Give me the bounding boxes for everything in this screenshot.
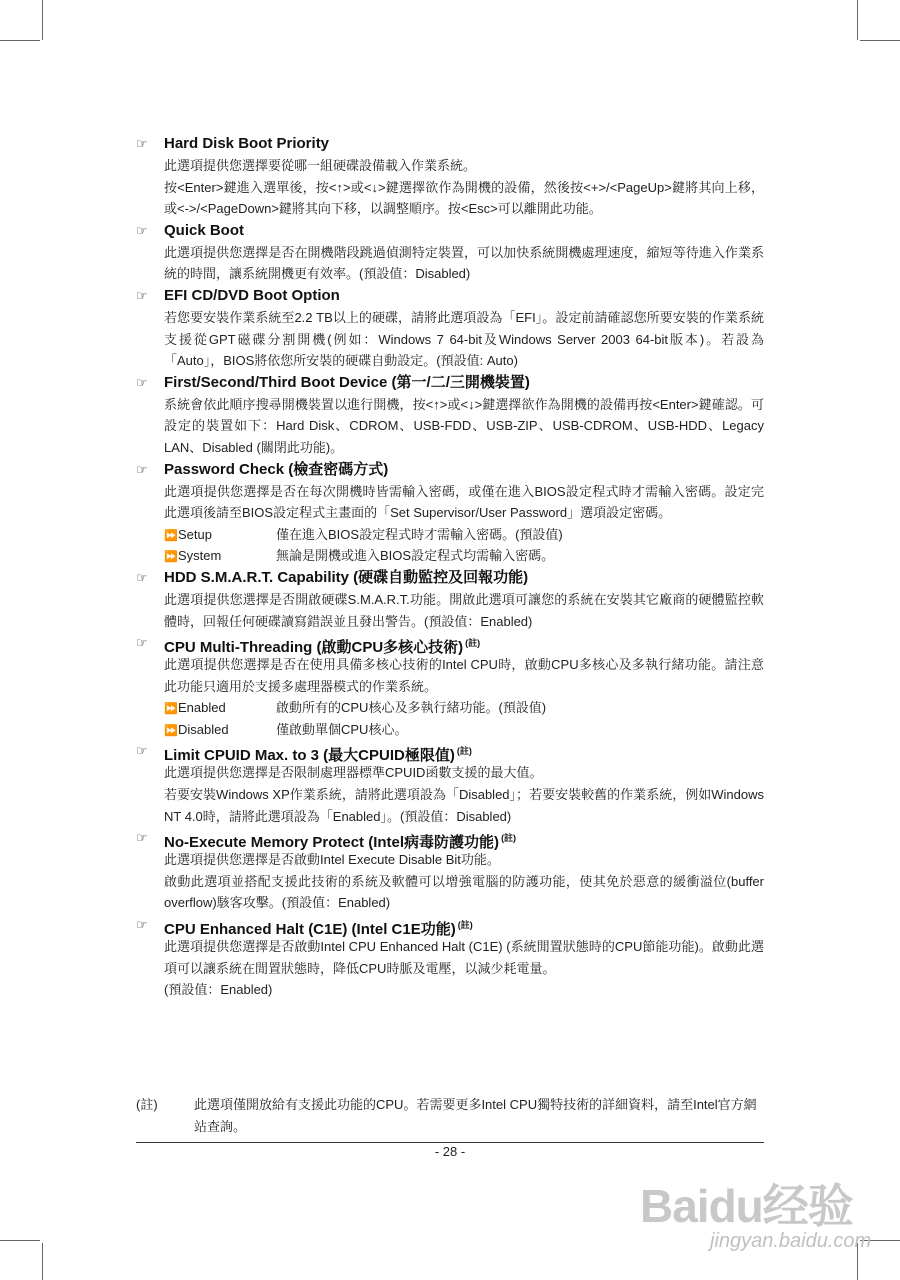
setting-title [136,827,764,852]
setting-description: 此選項提供您選擇是否在每次開機時皆需輸入密碼，或僅在進入BIOS設定程式時才需輸入密碼。設定完此選項後請至BIOS設定程式主畫面的「Set Supervisor/User Password」選項設定密碼。 [164,483,764,521]
setting-title [136,459,764,481]
setting-description: 啟動此選項並搭配支援此技術的系統及軟體可以增強電腦的防護功能，使其免於惡意的緩衝溢位(buffer overflow)駭客攻擊。(預設值：Enabled) [164,873,764,911]
setting-title-text: Quick Boot [164,221,245,239]
option-row [164,697,764,719]
crop-mark [0,40,40,41]
setting-description: 此選項提供您選擇是否在開機階段跳過偵測特定裝置，可以加快系統開機處理速度，縮短等待進入作業系統的時間，讓系統開機更有效率。(預設值：Disabled) [164,244,764,282]
option-description: 僅在進入BIOS設定程式時才需輸入密碼。(預設值) [276,526,563,542]
footnote-tag: (註) [136,1097,158,1112]
option-name: Disabled [178,721,229,737]
setting-title [136,914,764,939]
setting-title [136,740,764,765]
setting-description: (預設值：Enabled) [164,982,273,998]
option-row [164,719,764,741]
setting-description: 按<Enter>鍵進入選單後，按<↑>或<↓>鍵選擇欲作為開機的設備，然後按<+>/<PageUp>鍵將其向上移，或<->/<PageDown>鍵將其向下移，以調整順序。按<Esc>可以離開此功能。 [164,179,764,217]
pointing-hand-icon: ☞ [136,569,148,585]
setting-title [136,220,764,242]
double-arrow-icon: ⏩ [164,703,178,716]
option-description: 無論是開機或進入BIOS設定程式均需輸入密碼。 [276,548,555,564]
setting-description: 此選項提供您選擇是否啟動Intel Execute Disable Bit功能。 [164,852,500,868]
setting-title [136,133,764,155]
crop-mark [857,0,858,40]
note-marker: (註) [457,920,473,931]
pointing-hand-icon: ☞ [136,917,148,933]
option-name: System [178,548,222,564]
document-body [136,133,764,1001]
footnote [136,1094,764,1138]
setting-title-text: Hard Disk Boot Priority [164,135,330,152]
setting-title-text: First/Second/Third Boot Device (第一/二/三開機裝置) [164,373,530,391]
setting-title [136,632,764,657]
setting-description: 若要安裝Windows XP作業系統，請將此選項設為「Disabled」；若要安裝較舊的作業系統，例如Windows NT 4.0時，請將此選項設為「Enabled」。(預設值：Disabled) [164,787,764,824]
setting-section [136,133,764,220]
setting-section [136,285,764,372]
setting-title-text: CPU Multi-Threading (啟動CPU多核心技術) [164,639,464,657]
option-row [164,545,764,567]
note-marker: (註) [456,746,472,757]
setting-title-text: No-Execute Memory Protect (Intel病毒防護功能) [164,834,500,852]
crop-mark [860,40,900,41]
crop-mark [42,0,43,40]
setting-section [136,632,764,740]
pointing-hand-icon: ☞ [136,743,148,759]
option-description: 僅啟動單個CPU核心。 [276,721,408,737]
option-name: Enabled [178,700,226,716]
setting-description: 此選項提供您選擇是否開啟硬碟S.M.A.R.T.功能。開啟此選項可讓您的系統在安裝其它廠商的硬體監控軟體時，回報任何硬碟讀寫錯誤並且發出警告。(預設值：Enabled) [164,591,764,629]
crop-mark [42,1243,43,1280]
note-marker: (註) [501,833,517,844]
setting-description: 此選項提供您選擇是否限制處理器標準CPUID函數支援的最大值。 [164,765,543,781]
watermark-logo [640,1150,870,1260]
pointing-hand-icon: ☞ [136,287,148,303]
footnote-text: 此選項僅開放給有支援此功能的CPU。若需要更多Intel CPU獨特技術的詳細資料，請至Intel官方網站查詢。 [194,1097,757,1134]
setting-title-text: CPU Enhanced Halt (C1E) (Intel C1E功能) [164,921,456,939]
watermark-sub: jingyan.baidu.com [710,1230,872,1252]
setting-title [136,567,764,589]
setting-section [136,740,764,827]
watermark-main: Baidu经验 [640,1180,853,1232]
double-arrow-icon: ⏩ [164,551,178,564]
setting-description: 此選項提供您選擇要從哪一組硬碟設備載入作業系統。 [164,158,477,173]
note-marker: (註) [465,638,481,649]
crop-mark [0,1240,40,1241]
setting-description: 此選項提供您選擇是否啟動Intel CPU Enhanced Halt (C1E) (系統閒置狀態時的CPU節能功能)。啟動此選項可以讓系統在閒置狀態時，降低CPU時脈及電壓，以減少耗電量。 [164,939,764,976]
setting-section [136,827,764,914]
option-description: 啟動所有的CPU核心及多執行緒功能。(預設值) [276,700,547,716]
setting-title [136,285,764,307]
setting-title [136,372,764,394]
double-arrow-icon: ⏩ [164,724,178,737]
pointing-hand-icon: ☞ [136,830,148,846]
setting-section [136,220,764,285]
pointing-hand-icon: ☞ [136,136,148,151]
pointing-hand-icon: ☞ [136,222,148,238]
double-arrow-icon: ⏩ [164,529,178,542]
setting-section [136,567,764,632]
option-name: Setup [178,526,212,542]
footer-rule [136,1142,764,1143]
setting-section [136,914,764,1001]
setting-section [136,459,764,567]
setting-title-text: EFI CD/DVD Boot Option [164,286,340,304]
setting-section [136,372,764,459]
setting-description: 系統會依此順序搜尋開機裝置以進行開機，按<↑>或<↓>鍵選擇欲作為開機的設備再按<Enter>鍵確認。可設定的裝置如下：Hard Disk、CDROM、USB-FDD、USB-ZIP、USB-CDROM、USB-HDD、Legacy LAN、Disabled (關閉此功能)。 [164,396,764,455]
pointing-hand-icon: ☞ [136,635,148,651]
pointing-hand-icon: ☞ [136,374,148,390]
setting-description: 若您要安裝作業系統至2.2 TB以上的硬碟，請將此選項設為「EFI」。設定前請確認您所要安裝的作業系統支援從GPT磁碟分割開機(例如：Windows 7 64-bit及Windows Server 2003 64-bit版本)。若設為「Auto」，BIOS將依您所安裝的硬碟自動設定。(預設值: Auto) [164,309,764,369]
option-row [164,524,764,546]
pointing-hand-icon: ☞ [136,461,148,477]
setting-description: 此選項提供您選擇是否在使用具備多核心技術的Intel CPU時，啟動CPU多核心及多執行緒功能。請注意此功能只適用於支援多處理器模式的作業系統。 [164,657,764,694]
setting-title-text: Limit CPUID Max. to 3 (最大CPUID極限值) [164,747,455,765]
setting-title-text: Password Check (檢查密碼方式) [164,460,389,478]
setting-title-text: HDD S.M.A.R.T. Capability (硬碟自動監控及回報功能) [164,568,529,586]
page-number: - 28 - [434,1144,466,1159]
